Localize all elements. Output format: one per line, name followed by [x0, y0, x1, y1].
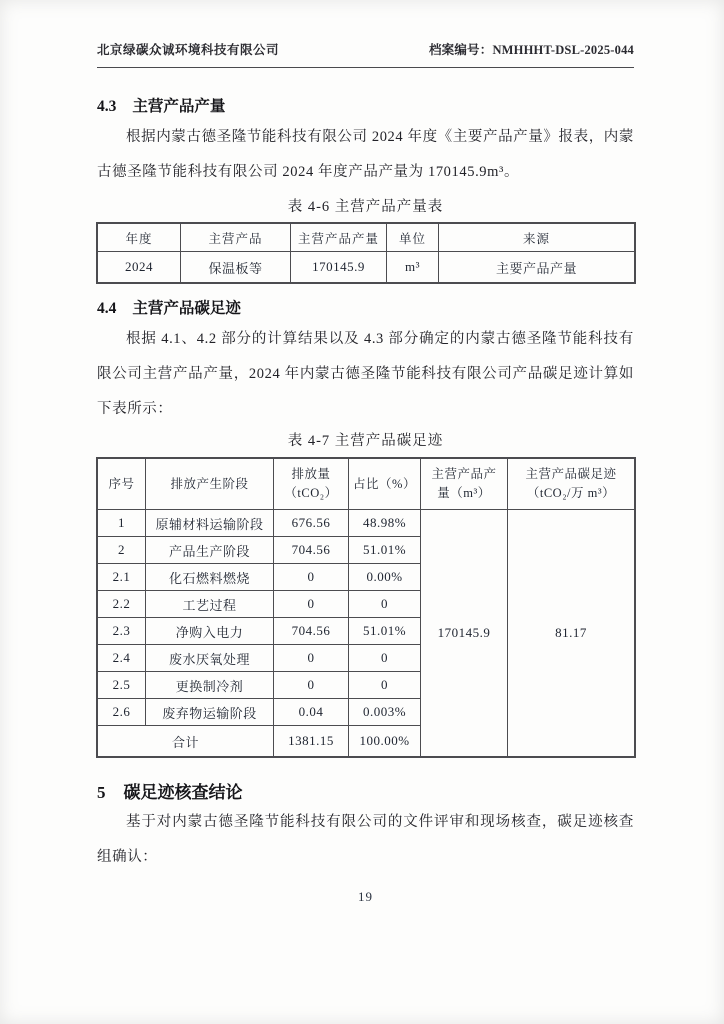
row-stage: 产品生产阶段: [146, 537, 274, 564]
table-4-6-header-unit: 单位: [387, 224, 439, 252]
row-emission: 0: [274, 591, 349, 618]
table-4-6-header-row: [98, 224, 635, 252]
file-number-label: 档案编号：: [428, 43, 493, 57]
table-4-6-cell-output: 170145.9: [291, 252, 387, 283]
row-share: 0.00%: [349, 564, 421, 591]
total-emission-cell: 1381.15: [274, 726, 349, 757]
section-4-3-paragraph: 根据内蒙古德圣隆节能科技有限公司 2024 年度《主要产品产量》报表，内蒙古德圣隆节能科技有限公司 2024 年度产品产量为 170145.9m³。: [97, 129, 634, 180]
row-no: 2.5: [98, 672, 146, 699]
total-label-cell: 合计: [98, 726, 274, 757]
section-4-3-number: 4.3: [97, 98, 117, 115]
row-no: 2: [98, 537, 146, 564]
merged-production-cell: 170145.9: [421, 510, 508, 757]
page-header: [97, 40, 634, 68]
table-4-6-data-row: [98, 252, 635, 283]
row-stage: 废弃物运输阶段: [146, 699, 274, 726]
table-row: [98, 510, 635, 537]
table-4-7-header-emission-line1: 排放量: [291, 467, 331, 481]
table-4-6-header-product: 主营产品: [181, 224, 291, 252]
section-4-4-paragraph: 根据 4.1、4.2 部分的计算结果以及 4.3 部分确定的内蒙古德圣隆节能科技有限公司主营产品产量，2024 年内蒙古德圣隆节能科技有限公司产品碳足迹计算如下表所示：: [97, 331, 634, 417]
merged-footprint-cell: 81.17: [508, 510, 635, 757]
row-stage: 原辅材料运输阶段: [146, 510, 274, 537]
table-4-6-cell-product: 保温板等: [181, 252, 291, 283]
table-4-7-header-footprint-line1: 主营产品碳足迹: [525, 467, 617, 481]
row-emission: 704.56: [274, 537, 349, 564]
section-4-3-heading: [97, 94, 634, 116]
header-company-name: 北京绿碳众诚环境科技有限公司: [97, 43, 280, 57]
row-emission: 0.04: [274, 699, 349, 726]
table-4-7-header-footprint-line2: （tCO₂/万 m³）: [526, 486, 616, 500]
row-emission: 704.56: [274, 618, 349, 645]
file-number-value: NMHHHT-DSL-2025-044: [492, 43, 634, 57]
section-5-heading: [97, 778, 634, 803]
header-file-number: [429, 40, 634, 58]
table-4-7-header-no: 序号: [98, 459, 146, 510]
row-stage: 化石燃料燃烧: [146, 564, 274, 591]
table-4-7-header-production: [421, 459, 508, 510]
section-5-number: 5: [97, 783, 106, 802]
section-5-title: 碳足迹核查结论: [123, 783, 243, 802]
row-share: 0: [349, 645, 421, 672]
section-4-4-heading: [97, 296, 634, 318]
table-4-7-header-footprint: [508, 459, 635, 510]
row-emission: 0: [274, 564, 349, 591]
row-no: 2.6: [98, 699, 146, 726]
table-4-6-header-output: 主营产品产量: [291, 224, 387, 252]
page-number: 19: [358, 889, 373, 904]
row-stage: 废水厌氧处理: [146, 645, 274, 672]
row-no: 2.2: [98, 591, 146, 618]
row-no: 2.1: [98, 564, 146, 591]
table-4-7-header-emission-line2: （tCO₂）: [284, 486, 338, 500]
section-4-4-number: 4.4: [97, 300, 117, 317]
table-4-7-header-row: [98, 459, 635, 510]
row-stage: 净购入电力: [146, 618, 274, 645]
row-stage: 工艺过程: [146, 591, 274, 618]
section-4-3-title: 主营产品产量: [132, 98, 226, 115]
section-5-paragraph: 基于对内蒙古德圣隆节能科技有限公司的文件评审和现场核查，碳足迹核查组确认：: [97, 814, 634, 865]
table-4-6-cell-unit: m³: [387, 252, 439, 283]
total-share-cell: 100.00%: [349, 726, 421, 757]
table-4-7-caption: 表 4-7 主营产品碳足迹: [287, 433, 444, 449]
row-stage: 更换制冷剂: [146, 672, 274, 699]
table-4-7: [97, 458, 635, 757]
row-no: 2.4: [98, 645, 146, 672]
row-emission: 0: [274, 672, 349, 699]
row-no: 1: [98, 510, 146, 537]
row-share: 48.98%: [349, 510, 421, 537]
table-4-6: [97, 223, 635, 283]
row-share: 0: [349, 672, 421, 699]
row-share: 51.01%: [349, 618, 421, 645]
table-4-6-cell-year: 2024: [98, 252, 181, 283]
row-emission: 0: [274, 645, 349, 672]
table-4-6-header-source: 来源: [439, 224, 635, 252]
table-4-6-header-year: 年度: [98, 224, 181, 252]
row-share: 0: [349, 591, 421, 618]
row-emission: 676.56: [274, 510, 349, 537]
row-share: 51.01%: [349, 537, 421, 564]
table-4-7-header-production-line1: 主营产品产: [431, 467, 497, 481]
table-4-7-header-emission: [274, 459, 349, 510]
table-4-7-header-production-line2: 量（m³）: [437, 486, 491, 500]
table-4-7-header-share: 占比（%）: [349, 459, 421, 510]
table-4-7-header-stage: 排放产生阶段: [146, 459, 274, 510]
table-4-6-cell-source: 主要产品产量: [439, 252, 635, 283]
section-4-4-title: 主营产品碳足迹: [132, 300, 241, 317]
table-4-6-caption: 表 4-6 主营产品产量表: [287, 199, 444, 215]
row-share: 0.003%: [349, 699, 421, 726]
row-no: 2.3: [98, 618, 146, 645]
